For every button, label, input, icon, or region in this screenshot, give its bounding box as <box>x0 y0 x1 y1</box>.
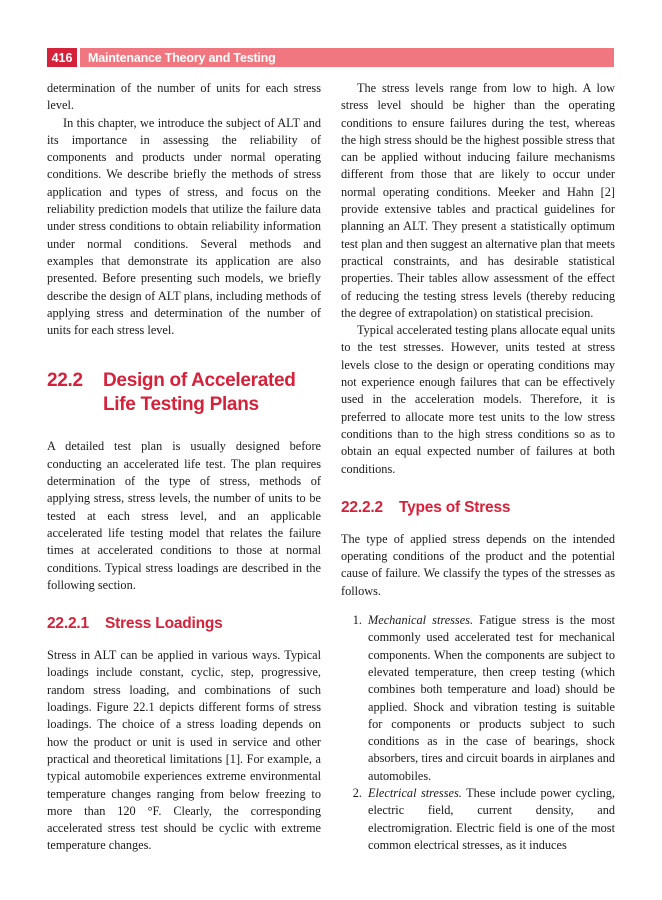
body-paragraph: Typical accelerated testing plans allocate equal units to the test stresses. However, units tested at stress levels close to the design or operating conditions may not experience enough failures that can be effectively used in the acceleration models. Therefore, it is preferred to allocate more test units to the low stress conditions than to the high stress conditions so as to obtain an equal expected number of failures at both conditions. <box>341 323 615 476</box>
body-paragraph: The type of applied stress depends on the intended operating conditions of the product and the potential cause of failure. We classify the types of the stresses as follows. <box>341 531 615 598</box>
body-paragraph: A detailed test plan is usually designed before conducting an accelerated life test. The plan requires determination of the type of stress, methods of applying stress, stress levels, the number of units to be tested at each stress level, and an applicable accelerated life testing model that relates the failure times at accelerated conditions to those at normal conditions. Typical stress loadings are described in the following section. <box>47 439 321 592</box>
list-marker: 1. <box>352 613 362 628</box>
left-column <box>47 80 321 855</box>
subsection-title: Types of Stress <box>399 498 511 516</box>
body-paragraph: determination of the number of units for each stress level. <box>47 81 321 113</box>
page-number: 416 <box>47 48 77 67</box>
body-paragraph: Stress in ALT can be applied in various ways. Typical loadings include constant, cyclic, step, progressive, random stress loading, and combinations of such loadings. Figure 22.1 depicts different forms of stress loadings. The choice of a stress loading depends on how the product or unit is used in service and other practical and theoretical limitations [1]. For example, a typical automobile experiences extreme environmental temperature changes ranging from below freezing to more than 120 °F. Clearly, the corresponding accelerated stress test should be cyclic with extreme temperature changes. <box>47 648 321 853</box>
body-paragraph: In this chapter, we introduce the subject of ALT and its importance in assessing the reliability of components and products under normal operating conditions. We describe briefly the methods of stress application and types of stress, and focus on the reliability prediction models that utilize the failure data under stress conditions to obtain reliability information under normal conditions. Several methods and examples that demonstrate its application are also presented. Before presenting such models, we briefly describe the design of ALT plans, including methods of applying stress and determination of the number of units for each stress level. <box>47 115 321 338</box>
running-title: Maintenance Theory and Testing <box>80 48 614 67</box>
list-text: Fatigue stress is the most commonly used accelerated test for mechanical components. When the components are subject to elevated temperature, then creep testing (which combines both temperature and load) should be applied. Shock and vibration testing is suitable for components or products subject to such conditions as in the case of bearings, shock absorbers, tires and circuit boards in airplanes and automobiles. <box>368 613 615 783</box>
subsection-number: 22.2.1 <box>47 615 89 633</box>
subsection-number: 22.2.2 <box>341 498 383 516</box>
section-title: Design of Accelerated Life Testing Plans <box>103 370 296 416</box>
list-item-body <box>368 612 615 785</box>
list-item <box>341 785 615 854</box>
list-term: Electrical stresses. <box>368 785 462 800</box>
stress-types-list <box>341 612 615 854</box>
running-header <box>47 48 614 67</box>
subsection-heading <box>47 614 321 634</box>
subsection-heading <box>341 498 615 518</box>
right-column <box>341 80 615 854</box>
list-item-body <box>368 785 615 854</box>
list-term: Mechanical stresses. <box>368 613 474 628</box>
section-heading <box>47 369 321 417</box>
list-marker: 2. <box>352 785 362 800</box>
list-text: These include power cycling, electric field, current density, and electromigration. Electric field is one of the most common electrical stresses, as it induces <box>368 785 615 852</box>
body-paragraph: The stress levels range from low to high. A low stress level should be higher than the operating conditions to ensure failures during the test, whereas the high stress should be the highest possible stress that can be applied without inducing failure mechanisms different from those that are likely to occur under normal operating conditions. Meeker and Hahn [2] provide extensive tables and practical guidelines for planning an ALT. They present a statistically optimum test plan and then suggest an alternative plan that meets practical constraints, and has desirable statistical properties. Their tables allow assessment of the effect of reducing the testing stress levels (thereby reducing the degree of extrapolation) on statistical precision. <box>341 81 615 320</box>
subsection-title: Stress Loadings <box>105 615 223 633</box>
list-item <box>341 612 615 785</box>
section-number: 22.2 <box>47 370 83 392</box>
